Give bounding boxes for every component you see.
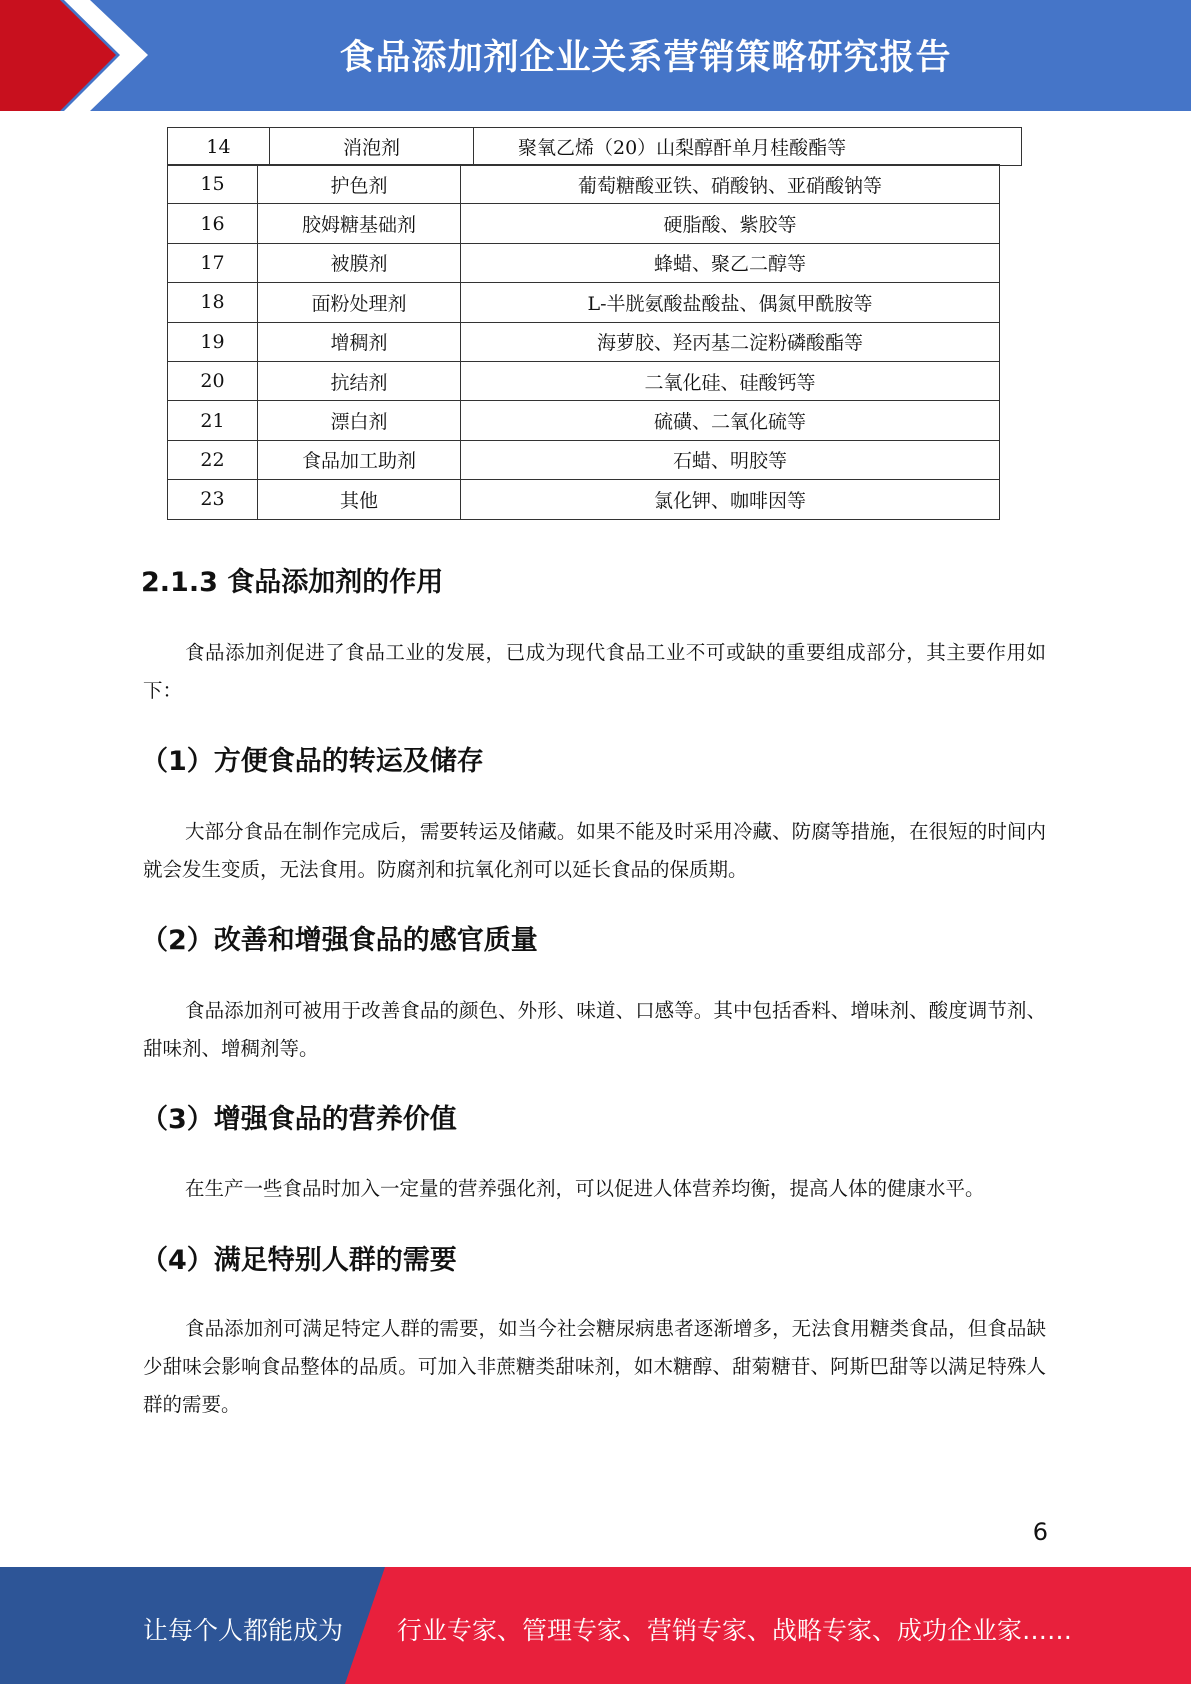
row-number: 15	[168, 165, 258, 204]
row-number: 20	[168, 361, 258, 400]
subsection-heading: （1）方便食品的转运及储存	[141, 746, 484, 777]
row-number: 19	[168, 322, 258, 361]
section-heading: 2.1.3 食品添加剂的作用	[141, 567, 444, 598]
report-title: 食品添加剂企业关系营销策略研究报告	[339, 38, 952, 78]
footer-slogan-left: 让每个人都能成为	[143, 1616, 344, 1645]
subsection-paragraph: 食品添加剂可被用于改善食品的颜色、外形、味道、口感等。其中包括香料、增味剂、酸度调节剂、甜味剂、增稠剂等。	[143, 999, 1046, 1060]
page-header	[0, 0, 1191, 111]
row-number: 21	[168, 401, 258, 440]
subsection-paragraph: 在生产一些食品时加入一定量的营养强化剂，可以促进人体营养均衡，提高人体的健康水平。	[185, 1177, 985, 1200]
table-row	[168, 401, 1000, 440]
subsection-paragraph: 食品添加剂可满足特定人群的需要，如当今社会糖尿病患者逐渐增多，无法食用糖类食品，但食品缺少甜味会影响食品整体的品质。可加入非蔗糖类甜味剂，如木糖醇、甜菊糖苷、阿斯巴甜等以满足特殊人群的需要。	[143, 1317, 1046, 1416]
additive-examples: 硫磺、二氧化硫等	[461, 401, 1000, 440]
page-footer	[0, 1567, 1191, 1684]
row-number: 14	[168, 128, 270, 165]
additive-examples: 二氧化硅、硅酸钙等	[461, 361, 1000, 400]
table-row	[168, 480, 1000, 519]
additive-category: 食品加工助剂	[258, 440, 461, 479]
additive-category: 面粉处理剂	[258, 283, 461, 322]
subsection-heading: （3）增强食品的营养价值	[141, 1104, 457, 1135]
additive-examples: 氯化钾、咖啡因等	[461, 480, 1000, 519]
row-number: 16	[168, 204, 258, 243]
additive-examples: 海萝胶、羟丙基二淀粉磷酸酯等	[461, 322, 1000, 361]
row-number: 18	[168, 283, 258, 322]
additive-category: 护色剂	[258, 165, 461, 204]
subsection-paragraph: 大部分食品在制作完成后，需要转运及储藏。如果不能及时采用冷藏、防腐等措施，在很短的时间内就会发生变质，无法食用。防腐剂和抗氧化剂可以延长食品的保质期。	[143, 820, 1046, 881]
table-row	[168, 361, 1000, 400]
table-row	[168, 243, 1000, 282]
additive-examples: 石蜡、明胶等	[461, 440, 1000, 479]
additive-examples: 蜂蜡、聚乙二醇等	[461, 243, 1000, 282]
additive-category: 增稠剂	[258, 322, 461, 361]
additives-table	[167, 164, 1000, 520]
subsection-heading: （4）满足特别人群的需要	[141, 1245, 457, 1276]
page-number: 6	[1032, 1518, 1048, 1546]
additive-examples: 硬脂酸、紫胶等	[461, 204, 1000, 243]
table-row	[167, 127, 1022, 166]
row-number: 22	[168, 440, 258, 479]
section-intro: 食品添加剂促进了食品工业的发展，已成为现代食品工业不可或缺的重要组成部分，其主要作用如下：	[143, 641, 1046, 702]
table-row	[168, 165, 1000, 204]
additive-examples: 聚氧乙烯（20）山梨醇酐单月桂酸酯等	[518, 137, 847, 159]
additive-category: 漂白剂	[258, 401, 461, 440]
additive-examples: 葡萄糖酸亚铁、硝酸钠、亚硝酸钠等	[461, 165, 1000, 204]
additive-category: 胶姆糖基础剂	[258, 204, 461, 243]
table-row	[168, 440, 1000, 479]
additive-examples: L-半胱氨酸盐酸盐、偶氮甲酰胺等	[461, 283, 1000, 322]
row-number: 23	[168, 480, 258, 519]
additive-category: 消泡剂	[270, 128, 474, 165]
additive-category: 其他	[258, 480, 461, 519]
additive-category: 抗结剂	[258, 361, 461, 400]
footer-slogan-right: 行业专家、管理专家、营销专家、战略专家、成功企业家……	[397, 1616, 1073, 1645]
row-number: 17	[168, 243, 258, 282]
subsection-heading: （2）改善和增强食品的感官质量	[141, 925, 538, 956]
table-row	[168, 322, 1000, 361]
table-row	[168, 204, 1000, 243]
additive-category: 被膜剂	[258, 243, 461, 282]
table-row	[168, 283, 1000, 322]
